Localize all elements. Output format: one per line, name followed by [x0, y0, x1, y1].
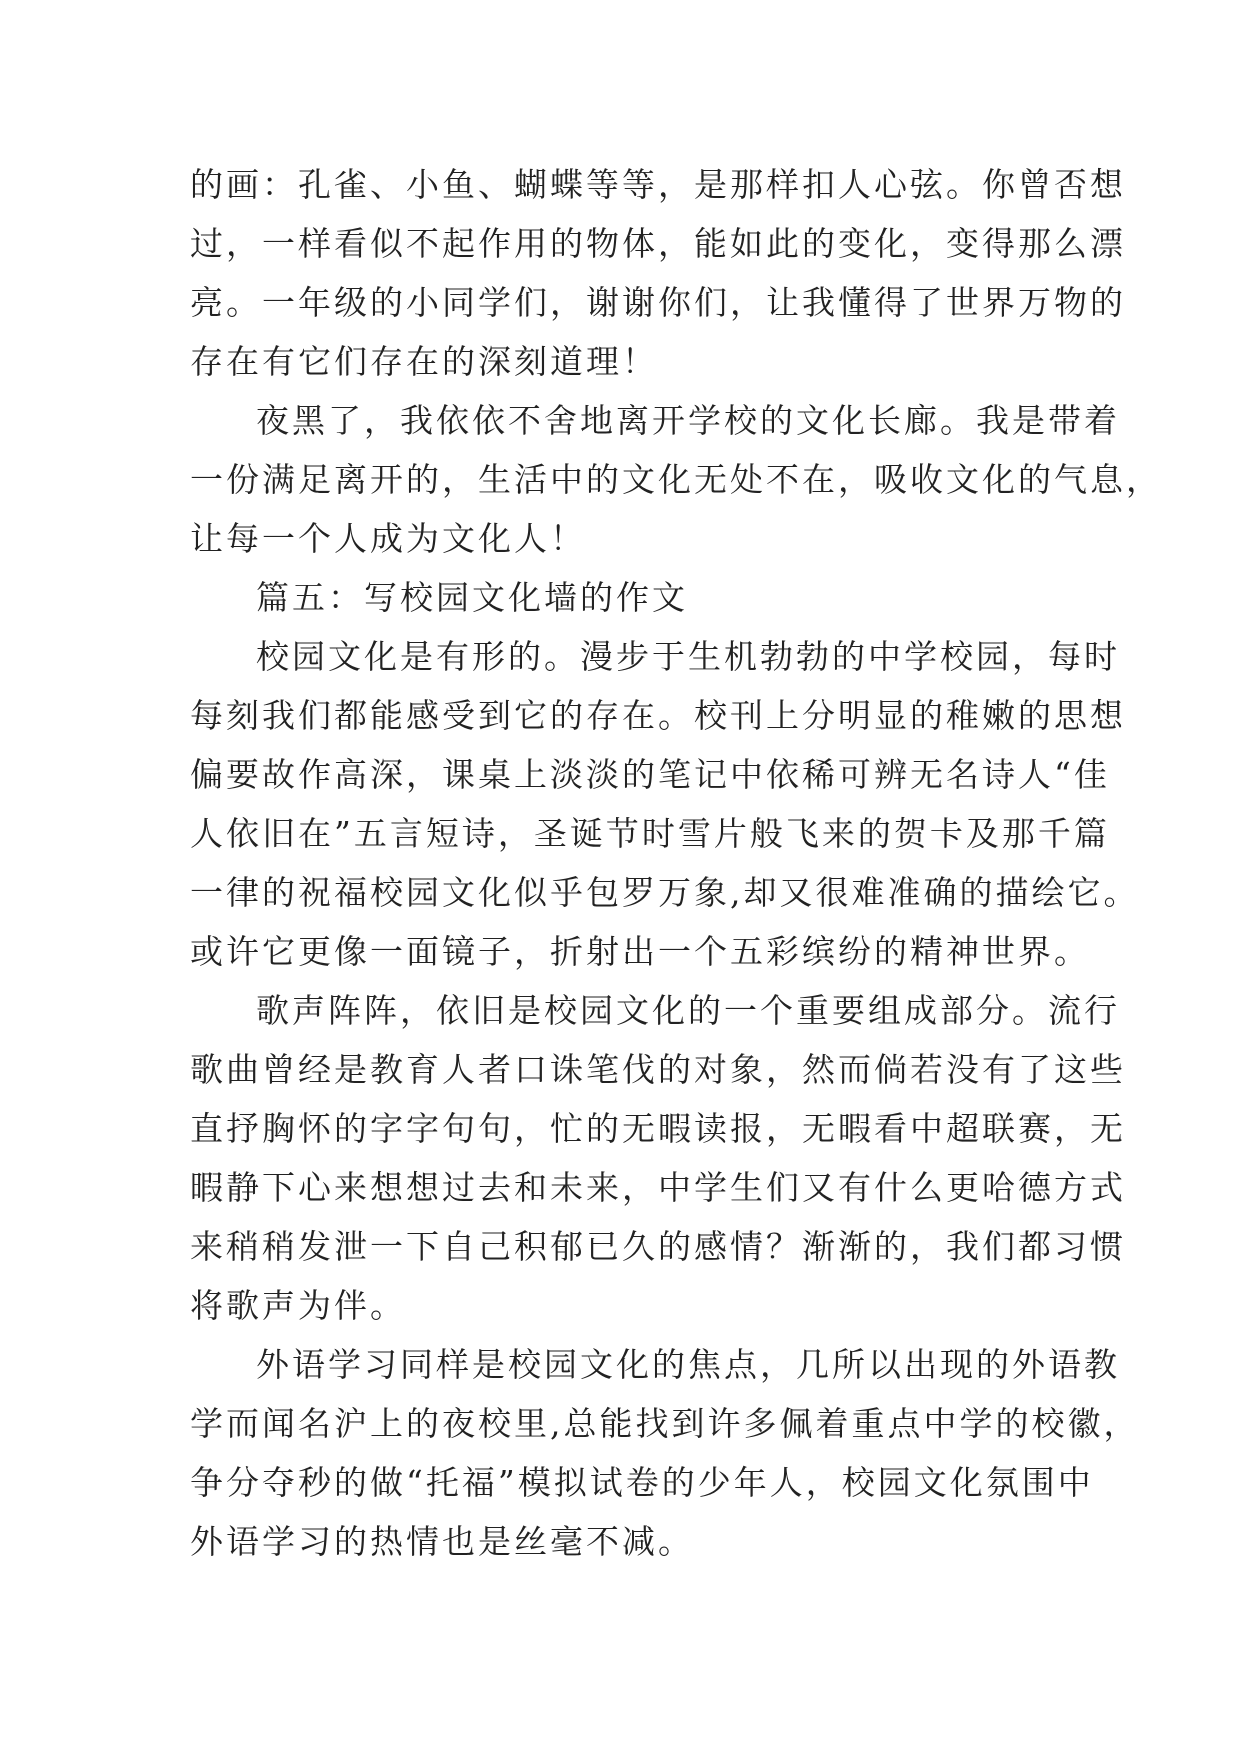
text-line: 夜黑了，我依依不舍地离开学校的文化长廊。我是带着: [256, 401, 1120, 440]
document-body: [190, 155, 1162, 1571]
text-line: 让每一个人成为文化人！: [190, 519, 586, 558]
text-line: 亮。一年级的小同学们，谢谢你们，让我懂得了世界万物的: [190, 283, 1126, 322]
text-line: 过，一样看似不起作用的物体，能如此的变化，变得那么漂: [190, 224, 1126, 263]
text-line: 外语学习同样是校园文化的焦点，几所以出现的外语教: [256, 1345, 1120, 1384]
text-line: 一份满足离开的，生活中的文化无处不在，吸收文化的气息，: [190, 460, 1162, 499]
paragraph: [190, 627, 1140, 981]
text-line: 歌声阵阵，依旧是校园文化的一个重要组成部分。流行: [256, 991, 1120, 1030]
text-line: 每刻我们都能感受到它的存在。校刊上分明显的稚嫩的思想: [190, 696, 1126, 735]
text-line: 人依旧在”五言短诗，圣诞节时雪片般飞来的贺卡及那千篇: [190, 814, 1110, 853]
text-line: 将歌声为伴。: [190, 1286, 406, 1325]
text-line: 外语学习的热情也是丝毫不减。: [190, 1522, 694, 1561]
text-line: 学而闻名沪上的夜校里,总能找到许多佩着重点中学的校徽，: [190, 1404, 1140, 1443]
text-line: 偏要故作高深，课桌上淡淡的笔记中依稀可辨无名诗人“佳: [190, 755, 1110, 794]
text-line: 歌曲曾经是教育人者口诛笔伐的对象，然而倘若没有了这些: [190, 1050, 1126, 1089]
paragraph: [190, 981, 1126, 1335]
text-line: 的画：孔雀、小鱼、蝴蝶等等，是那样扣人心弦。你曾否想: [190, 165, 1126, 204]
text-line: 存在有它们存在的深刻道理！: [190, 342, 658, 381]
paragraph: [190, 391, 1162, 568]
text-line: 直抒胸怀的字字句句，忙的无暇读报，无暇看中超联赛，无: [190, 1109, 1126, 1148]
paragraph: [190, 1335, 1140, 1571]
text-line: 一律的祝福校园文化似乎包罗万象,却又很难准确的描绘它。: [190, 873, 1140, 912]
text-line: 校园文化是有形的。漫步于生机勃勃的中学校园，每时: [256, 637, 1120, 676]
text-line: 争分夺秒的做“托福”模拟试卷的少年人，校园文化氛围中: [190, 1463, 1094, 1502]
text-line: 暇静下心来想想过去和未来，中学生们又有什么更哈德方式: [190, 1168, 1126, 1207]
paragraph-continuation: [190, 155, 1126, 391]
text-line: 来稍稍发泄一下自己积郁已久的感情？渐渐的，我们都习惯: [190, 1227, 1126, 1266]
section-title: 篇五：写校园文化墙的作文: [256, 578, 688, 617]
text-line: 或许它更像一面镜子，折射出一个五彩缤纷的精神世界。: [190, 932, 1090, 971]
section-heading: [190, 568, 1070, 627]
